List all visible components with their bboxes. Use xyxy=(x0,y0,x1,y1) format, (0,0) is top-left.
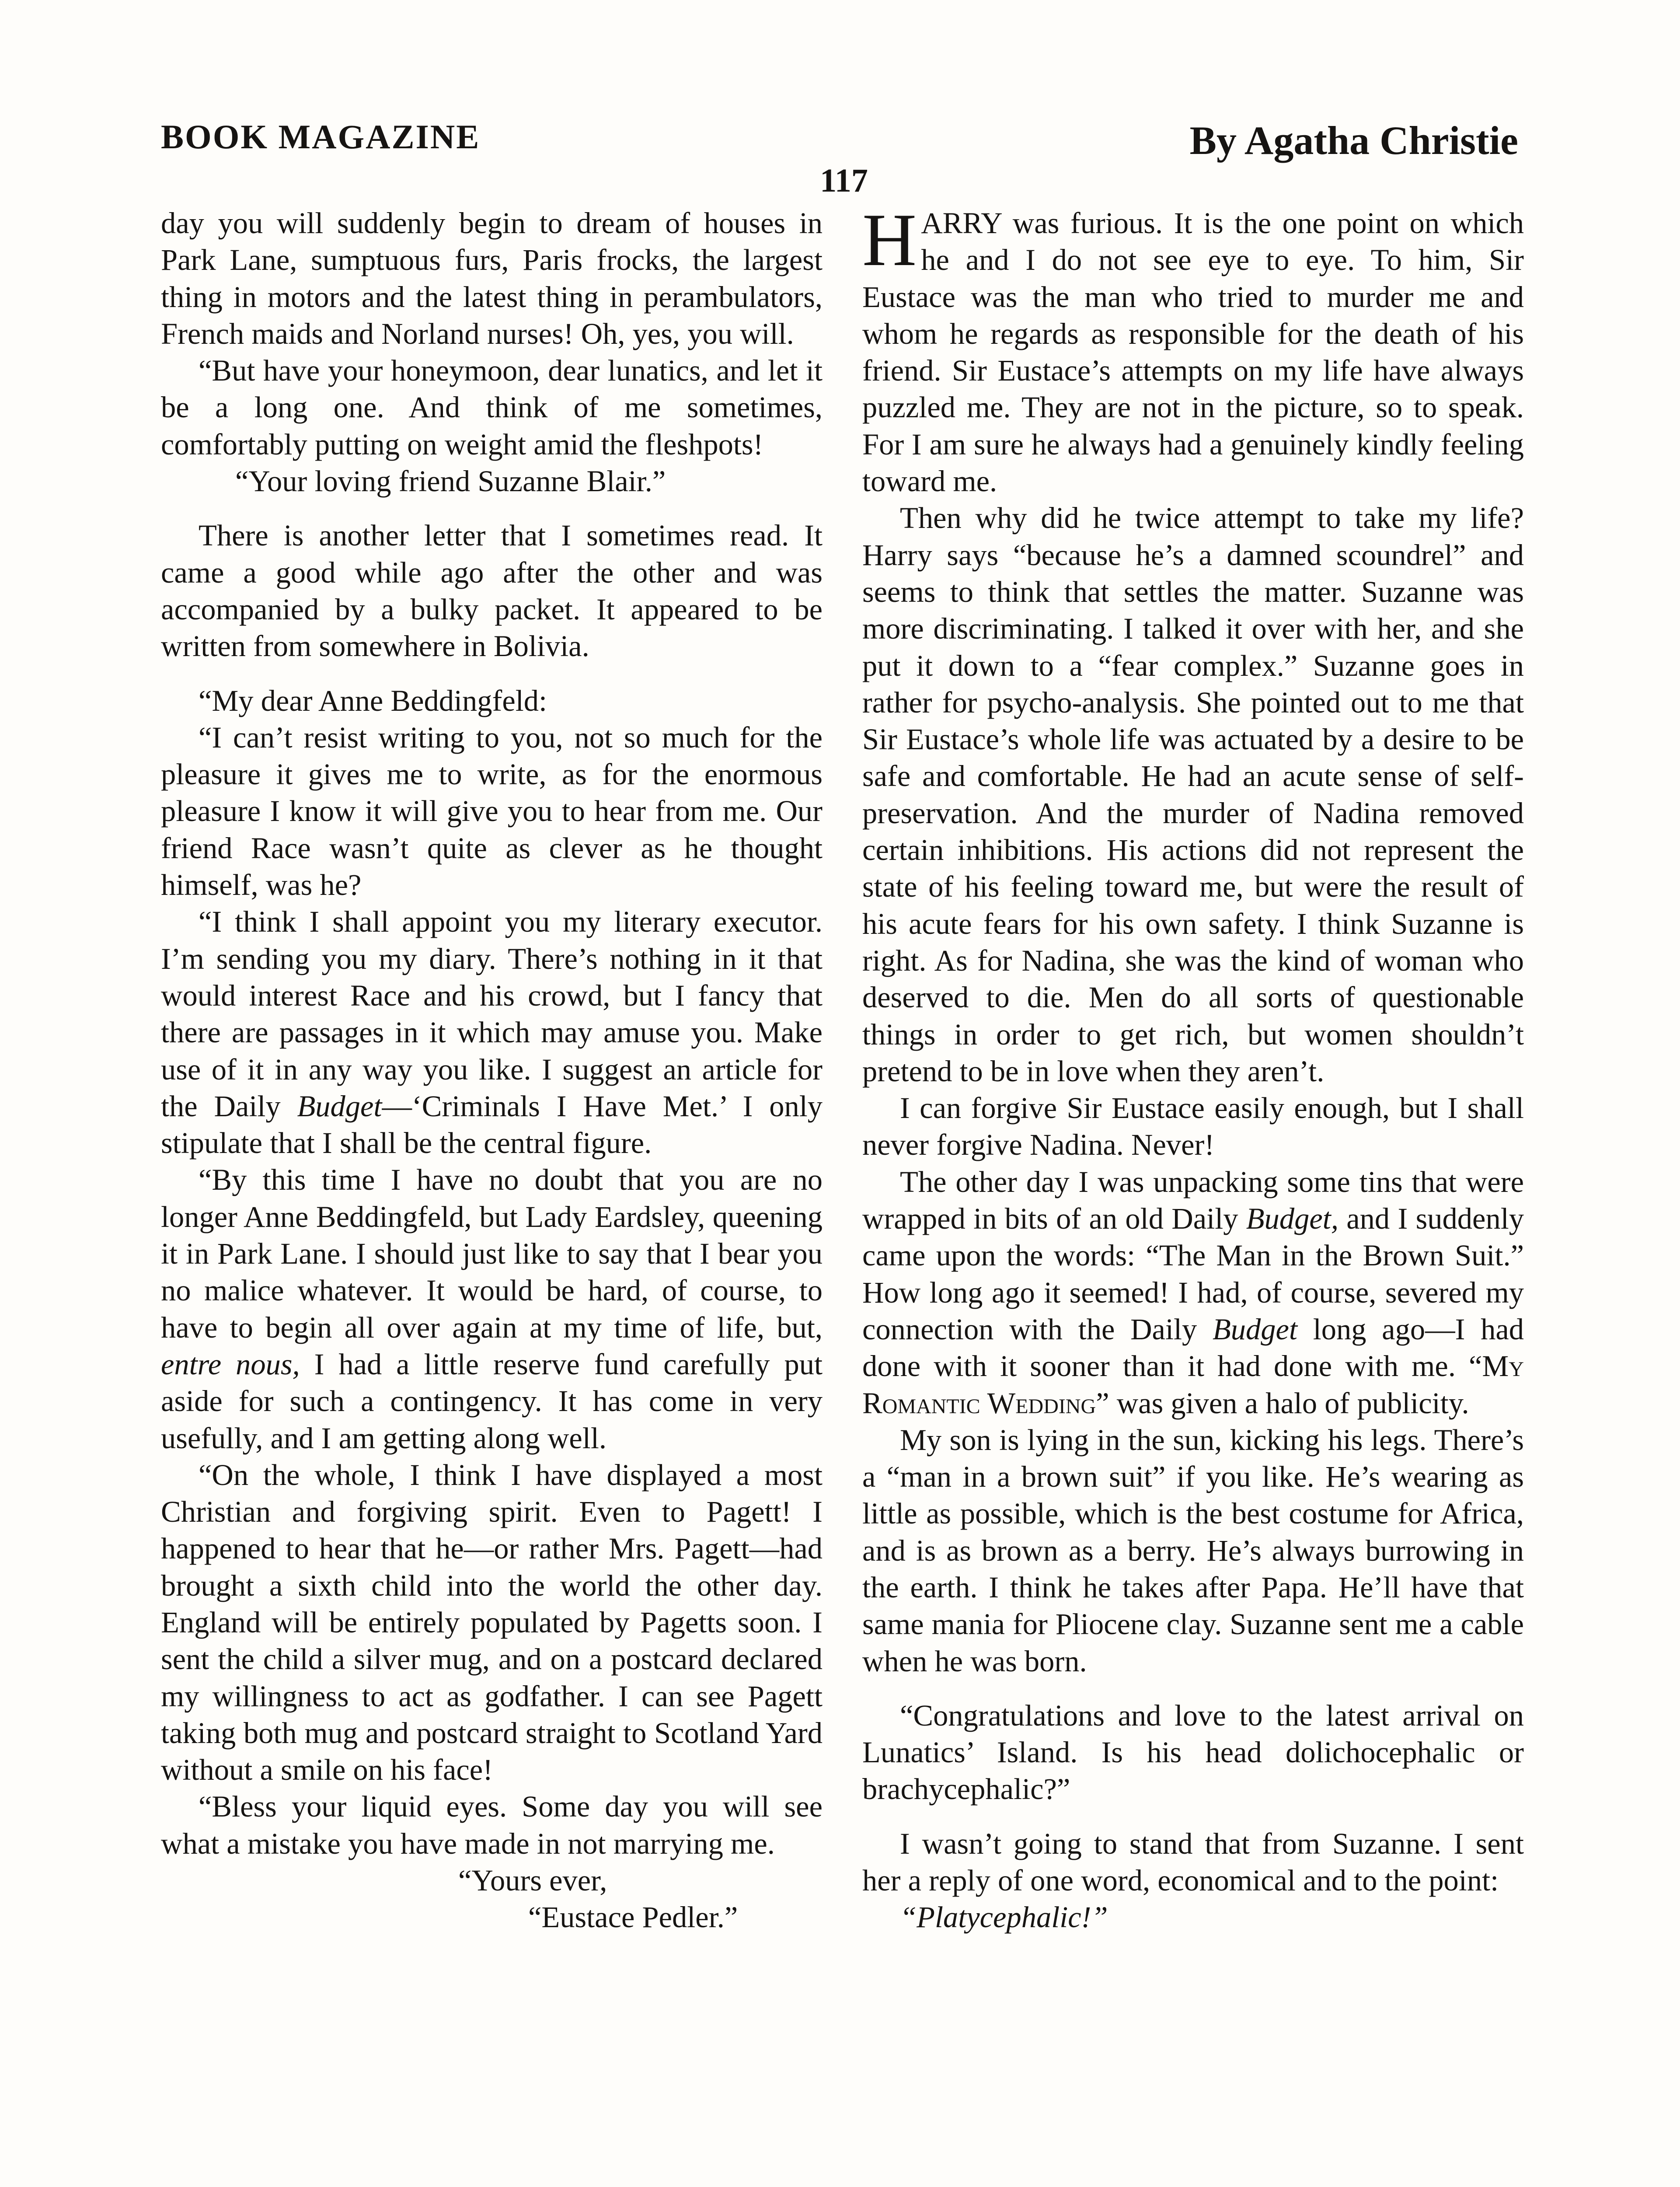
paragraph xyxy=(862,1899,1524,1935)
text-run: “I think I shall appoint you my literary executor. I’m sending you my diary. There’s nothing in it that would interest Race and his crowd, but I fancy that there are passages in it which may amuse you. Make use of it in any way you like. I suggest an article for the Daily xyxy=(161,905,823,1123)
letter-signature: “Eustace Pedler.” xyxy=(528,1901,738,1934)
text-run: I had a little reserve fund carefully put aside for such a contingency. It has come in very usefully, and I am getting along well. xyxy=(161,1347,823,1455)
text-run: The other day I was unpacking some tins that were wrapped in bits of an old Daily xyxy=(862,1165,1524,1236)
page-number: 117 xyxy=(820,162,868,199)
paragraph: There is another letter that I sometimes read. It came a good while ago after the other and was accompanied by a bulky packet. It appeared to be written from somewhere in Bolivia. xyxy=(161,519,823,663)
text-run: ” was given a halo of publicity. xyxy=(1096,1386,1469,1420)
paragraph: day you will suddenly begin to dream of houses in Park Lane, sumptuous furs, Paris frocks, the largest thing in motors and the latest thing in perambulators, French maids and Norland nurses! Oh, yes, you will. xyxy=(161,206,823,350)
cable-text: “Congratulations and love to the latest arrival on Lunatics’ Island. Is his head dolichocephalic or brachycephalic?” xyxy=(862,1698,1524,1806)
italic-text: “Platycephalic!” xyxy=(900,1901,1108,1934)
paragraph: I can forgive Sir Eustace easily enough, but I shall never forgive Nadina. Never! xyxy=(862,1091,1524,1162)
paragraph: “But have your honeymoon, dear lunatics, and let it be a long one. And think of me sometimes, comfortably putting on weight amid the fleshpots! xyxy=(161,354,823,461)
paragraph xyxy=(161,1161,823,1456)
paragraph: “Bless your liquid eyes. Some day you will see what a mistake you have made in not marrying me. xyxy=(161,1790,823,1860)
letter-signature: “Your loving friend Suzanne Blair.” xyxy=(235,465,666,498)
drop-cap: H xyxy=(862,199,917,282)
magazine-title: BOOK MAGAZINE xyxy=(161,118,481,156)
author-byline: By Agatha Christie xyxy=(1189,118,1518,163)
paragraph xyxy=(862,199,1524,500)
text-run: long ago—I had done with it sooner than it had done with me. “ xyxy=(862,1312,1524,1383)
text-run: ARRY was furious. It is the one point on which he and I do not see eye to eye. To him, Sir Eustace was the man who tried to murder me and whom he regards as responsible for the death of his friend. Sir Eustace’s attempts on my life have always puzzled me. They are not in the picture, so to speak. For I am sure he always had a genuinely kindly feeling toward me. xyxy=(862,206,1524,498)
italic-text: entre nous, xyxy=(161,1347,300,1381)
italic-text: Budget xyxy=(1212,1312,1297,1346)
right-column xyxy=(862,199,1524,1936)
paragraph: Then why did he twice attempt to take my life? Harry says “because he’s a damned scoundrel” and seems to think that settles the matter. Suzanne was more discriminating. I talked it over with her, and she put it down to a “fear complex.” Suzanne goes in rather for psycho-analysis. She pointed out to me that Sir Eustace’s whole life was actuated by a desire to be safe and comfortable. He had an acute sense of self-preservation. And the murder of Nadina removed certain inhibitions. His actions did not represent the state of his feeling toward me, but were the result of his acute fears for his own safety. I think Suzanne is right. As for Nadina, she was the kind of woman who deserved to die. Men do all sorts of questionable things in order to get rich, but women shouldn’t pretend to be in love when they aren’t. xyxy=(862,501,1524,1088)
paragraph: “On the whole, I think I have displayed a most Christian and forgiving spirit. Even to Pagett! I happened to hear that he—or rather Mrs. Pagett—had brought a sixth child into the world the other day. England will be entirely populated by Pagetts soon. I sent the child a silver mug, and on a postcard declared my willingness to act as godfather. I can see Pagett taking both mug and postcard straight to Scotland Yard without a smile on his face! xyxy=(161,1458,823,1787)
paragraph: My son is lying in the sun, kicking his legs. There’s a “man in a brown suit” if you like. He’s wearing as little as possible, which is the best costume for Africa, and is as brown as a berry. He’s always burrowing in the earth. I think he takes after Papa. He’ll have that same mania for Pliocene clay. Suzanne sent me a cable when he was born. xyxy=(862,1423,1524,1678)
paragraph xyxy=(862,1163,1524,1422)
italic-text: Budget, xyxy=(1246,1202,1338,1236)
left-column xyxy=(161,205,823,1936)
letter-closing: “Yours ever, xyxy=(458,1864,607,1897)
small-caps-text: My Romantic Wedding xyxy=(862,1349,1524,1420)
paragraph: “I can’t resist writing to you, not so much for the pleasure it gives me to write, as for the enormous pleasure I know it will give you to hear from me. Our friend Race wasn’t quite as clever as he thought himself, was he? xyxy=(161,720,823,902)
italic-text: Budget xyxy=(297,1089,382,1123)
text-run: —‘Criminals I Have Met.’ I only stipulate that I shall be the central figure. xyxy=(161,1089,823,1160)
paragraph: I wasn’t going to stand that from Suzanne. I sent her a reply of one word, economical and to the point: xyxy=(862,1827,1524,1897)
text-run: and I suddenly came upon the words: “The Man in the Brown Suit.” How long ago it seemed! I had, of course, severed my connection with the Daily xyxy=(862,1202,1524,1346)
paragraph xyxy=(161,903,823,1161)
letter-salutation: “My dear Anne Beddingfeld: xyxy=(199,684,547,717)
text-run: “By this time I have no doubt that you are no longer Anne Beddingfeld, but Lady Eardsley, queening it in Park Lane. I should just like to say that I bear you no malice whatever. It would be hard, of course, to have to begin all over again at my time of life, but, xyxy=(161,1163,823,1344)
